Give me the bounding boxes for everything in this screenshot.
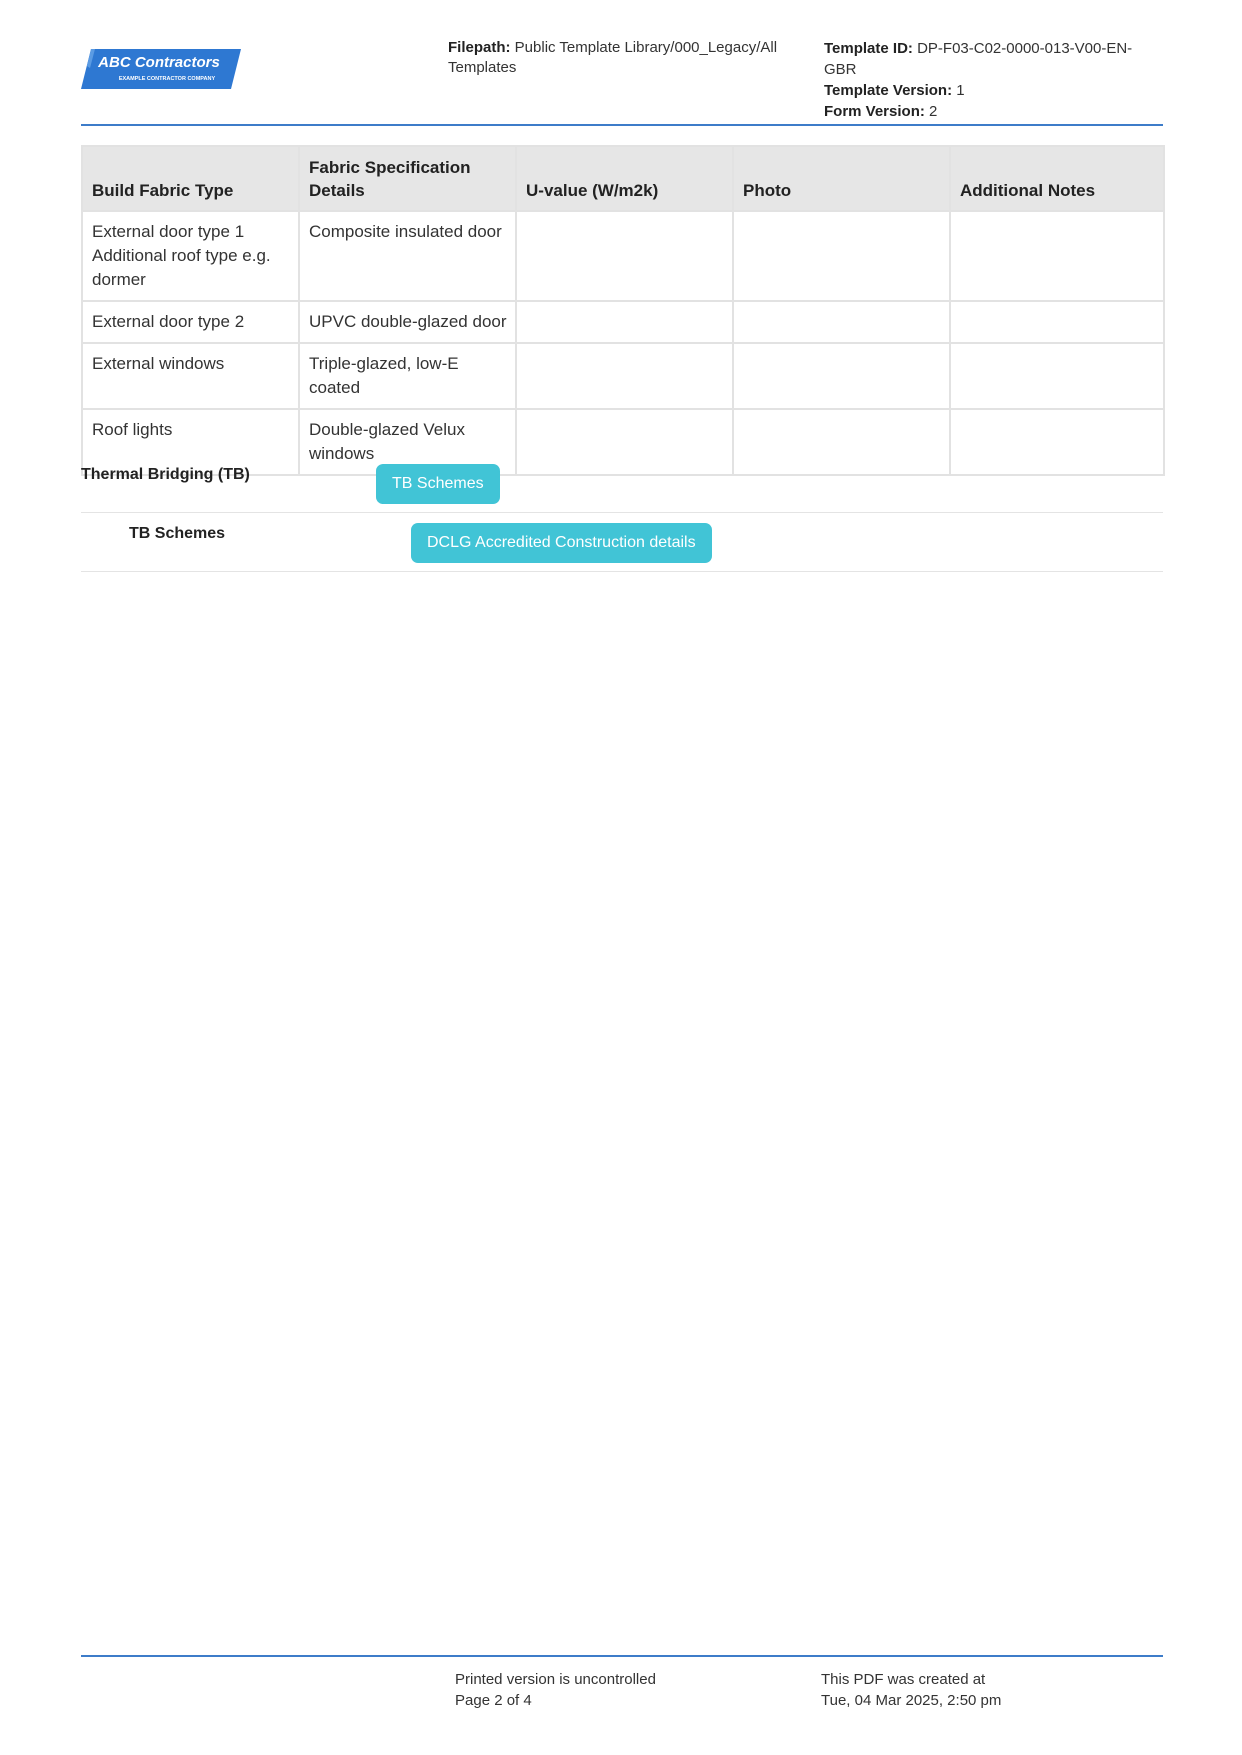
notes-cell (950, 343, 1164, 409)
filepath-value: Public Template Library/000_Legacy/All Templates (448, 39, 778, 76)
form-version-label: Form Version: (824, 103, 925, 120)
thermal-bridging-section (81, 448, 1163, 513)
column-header: Build Fabric Type (82, 146, 299, 211)
uncontrolled-notice: Printed version is uncontrolled (455, 1671, 656, 1688)
build-fabric-type-cell (82, 211, 299, 301)
template-id-line (824, 38, 1164, 80)
page (81, 0, 1163, 1755)
cell-text: External windows (92, 354, 225, 373)
notes-cell (950, 301, 1164, 343)
fabric-spec-cell: Composite insulated door (299, 211, 516, 301)
filepath-label: Filepath: (448, 39, 511, 56)
cell-text: External door type 1 (92, 222, 245, 241)
template-id-label: Template ID: (824, 40, 913, 57)
footer-center (455, 1669, 656, 1711)
photo-cell (733, 301, 950, 343)
tb-schemes-section (81, 513, 1163, 572)
fabric-spec-cell: Triple-glazed, low-E coated (299, 343, 516, 409)
tb-schemes-answer-badge: DCLG Accredited Construction details (411, 523, 712, 563)
form-version-line (824, 101, 1164, 122)
photo-cell (733, 211, 950, 301)
template-id-value: DP-F03-C02-0000-013-V00-EN-GBR (824, 40, 1133, 78)
build-fabric-table (81, 145, 1165, 476)
filepath-block (448, 38, 778, 78)
form-version-value: 2 (929, 103, 938, 120)
tb-schemes-label: TB Schemes (129, 525, 226, 542)
column-header: Fabric Specification Details (299, 146, 516, 211)
u-value-cell (516, 301, 733, 343)
u-value-cell (516, 343, 733, 409)
thermal-bridging-label: Thermal Bridging (TB) (81, 466, 250, 483)
template-version-line (824, 80, 1164, 101)
logo-title: ABC Contractors (98, 54, 220, 71)
photo-cell (733, 343, 950, 409)
logo-subtitle: EXAMPLE CONTRACTOR COMPANY (118, 76, 216, 82)
fabric-spec-cell: Double-glazed Velux windows (299, 409, 516, 475)
build-fabric-type-cell (82, 301, 299, 343)
cell-text: Additional roof type e.g. dormer (92, 246, 271, 289)
column-header: Photo (733, 146, 950, 211)
template-version-value: 1 (956, 82, 965, 99)
u-value-cell (516, 211, 733, 301)
page-number: Page 2 of 4 (455, 1692, 532, 1709)
created-timestamp: Tue, 04 Mar 2025, 2:50 pm (821, 1692, 1002, 1709)
table-row (82, 343, 1164, 409)
table-row (82, 301, 1164, 343)
company-logo (81, 46, 241, 92)
column-header: U-value (W/m2k) (516, 146, 733, 211)
page-header (81, 38, 1163, 126)
page-footer (81, 1655, 1163, 1709)
template-version-label: Template Version: (824, 82, 953, 99)
template-meta-block (824, 38, 1164, 122)
thermal-bridging-answer-badge: TB Schemes (376, 464, 500, 504)
fabric-spec-cell: UPVC double-glazed door (299, 301, 516, 343)
notes-cell (950, 211, 1164, 301)
build-fabric-type-cell (82, 343, 299, 409)
table-row (82, 211, 1164, 301)
cell-text: External door type 2 (92, 312, 245, 331)
footer-right (821, 1669, 1001, 1711)
created-label: This PDF was created at (821, 1671, 986, 1688)
column-header: Additional Notes (950, 146, 1164, 211)
table-header-row (82, 146, 1164, 211)
cell-text: Roof lights (92, 420, 173, 439)
